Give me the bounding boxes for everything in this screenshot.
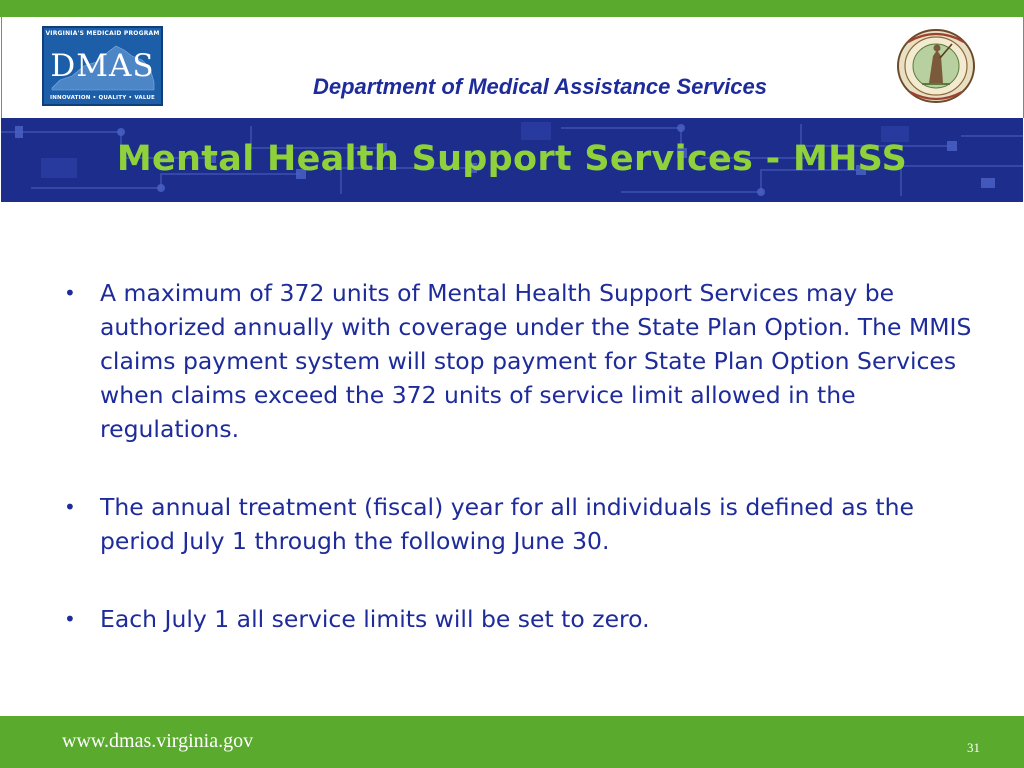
bullet-list xyxy=(64,276,984,680)
bullet-glyph: • xyxy=(64,281,76,305)
bullet-item xyxy=(64,276,984,446)
bullet-glyph: • xyxy=(64,495,76,519)
top-accent-bar xyxy=(0,0,1024,17)
footer-url[interactable]: www.dmas.virginia.gov xyxy=(62,730,254,752)
virginia-seal-icon xyxy=(896,28,976,104)
bullet-glyph: • xyxy=(64,607,76,631)
bullet-item xyxy=(64,490,984,558)
page-number: 31 xyxy=(967,740,980,755)
bullet-text: Each July 1 all service limits will be set to zero. xyxy=(100,605,650,633)
logo-wordmark: DMAS xyxy=(50,48,155,84)
slide-title: Mental Health Support Services - MHSS xyxy=(116,139,908,179)
dmas-logo xyxy=(42,26,163,106)
logo-bottom-text: INNOVATION • QUALITY • VALUE xyxy=(49,95,156,101)
bullet-text: The annual treatment (fiscal) year for all individuals is defined as the period July 1 through the following June 30. xyxy=(100,493,914,555)
bullet-text: A maximum of 372 units of Mental Health Support Services may be authorized annually with coverage under the State Plan Option. The MMIS claims payment system will stop payment for State Plan Option Services when claims exceed the 372 units of service limit allowed in the regulations. xyxy=(100,279,972,443)
bullet-item xyxy=(64,602,984,636)
logo-top-text: VIRGINIA'S MEDICAID PROGRAM xyxy=(45,30,160,37)
department-name: Department of Medical Assistance Services xyxy=(312,74,768,99)
